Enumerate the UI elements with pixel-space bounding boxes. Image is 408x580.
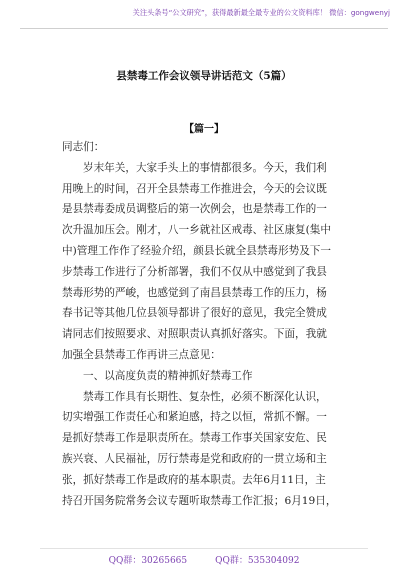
- body-line: 用晚上的时间，召开全县禁毒工作推进会，今天的会议既: [62, 182, 327, 195]
- body-line: 请同志们按照要求、对照职责认真抓好落实。下面，我就: [62, 328, 327, 341]
- body-line: 加强全县禁毒工作再讲三点意见：: [62, 348, 221, 361]
- body-line: 是县禁毒委成员调整后的第一次例会，也是禁毒工作的一: [62, 203, 327, 216]
- header-divider: [20, 28, 388, 29]
- document-title: 县禁毒工作会议领导讲话范文（5篇）: [116, 70, 292, 82]
- body-line: 一、以高度负责的精神抓好禁毒工作: [83, 369, 253, 382]
- document-body: [62, 137, 358, 511]
- body-line: 禁毒工作具有长期性、复杂性，必须不断深化认识，: [83, 390, 327, 403]
- footer-divider: [40, 548, 368, 549]
- body-line: 岁末年关，大家手头上的事情都很多。今天，我们利: [83, 161, 327, 174]
- header-note: 关注头条号“公文研究”，获得最新最全最专业的公文资料库！ 微信：gongwenyj: [132, 8, 390, 17]
- section-heading: 【篇一】: [184, 124, 224, 135]
- body-line: 族兴衰、人民福祉，厉行禁毒是党和政府的一贯立场和主: [62, 452, 327, 465]
- footer-qq-group-1: QQ群：30265665: [108, 556, 188, 566]
- body-line: 禁毒形势的严峻，也感觉到了南昌县禁毒工作的压力，杨: [62, 286, 327, 299]
- body-line: 次升温加压会。刚才，八一乡就社区戒毒、社区康复(集中: [62, 224, 331, 237]
- body-line: 同志们：: [62, 141, 105, 153]
- footer-qq-group-2: QQ群：535304092: [215, 556, 300, 566]
- body-line: 春书记等其他几位县领导都讲了很好的意见，我完全赞成: [62, 307, 327, 320]
- body-line: 切实增强工作责任心和紧迫感，持之以恒，常抓不懈。一: [62, 411, 327, 424]
- body-line: 张，抓好禁毒工作是政府的基本职责。去年6月11日，主: [62, 473, 326, 486]
- body-line: 中)管理工作作了经验介绍，颜县长就全县禁毒形势及下一: [62, 244, 331, 257]
- body-line: 是抓好禁毒工作是职责所在。禁毒工作事关国家安危、民: [62, 432, 327, 445]
- body-line: 步禁毒工作进行了分析部署，我们不仅从中感觉到了我县: [62, 265, 327, 278]
- footer: [0, 553, 408, 566]
- body-line: 持召开国务院常务会议专题听取禁毒工作汇报；6月19日，: [62, 494, 337, 507]
